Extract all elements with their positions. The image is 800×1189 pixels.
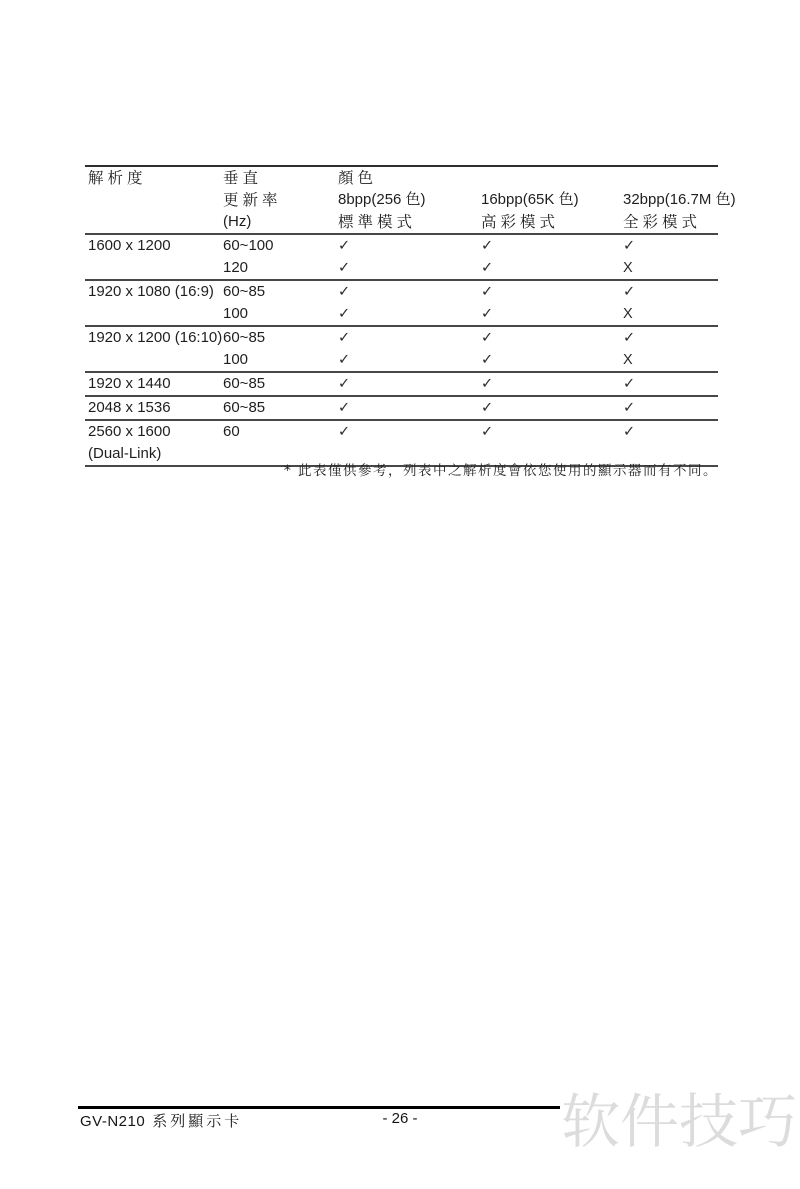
- header-32bpp-mode: 全彩模式: [623, 213, 702, 231]
- header-refresh-cell: [220, 166, 335, 234]
- watermark-text: 软件技巧: [561, 1089, 798, 1155]
- table-row: [85, 280, 718, 303]
- cell-mark-8bpp: ✓: [338, 260, 351, 276]
- cell-resolution: 2560 x 1600: [88, 423, 171, 440]
- cell-refresh: 120: [223, 259, 249, 276]
- cell-resolution: 2048 x 1536: [88, 399, 171, 416]
- header-8bpp-depth: 8bpp(256 色): [338, 191, 426, 208]
- cell-mark-8bpp: ✓: [338, 330, 351, 346]
- resolution-table-body: [85, 234, 718, 466]
- cell-refresh: 60~85: [223, 375, 266, 392]
- cell-refresh: 60~85: [223, 283, 266, 300]
- header-16bpp-depth: 16bpp(65K 色): [481, 191, 579, 208]
- cell-mark-8bpp: ✓: [338, 284, 351, 300]
- footer-page-number: - 26 -: [382, 1110, 418, 1127]
- footer-product-code: GV-N210: [80, 1113, 146, 1130]
- table-row: [85, 303, 718, 326]
- cell-mark-16bpp: ✓: [481, 376, 494, 392]
- cell-mark-16bpp: ✓: [481, 424, 494, 440]
- table-row: [85, 396, 718, 420]
- cell-refresh: 60~100: [223, 237, 274, 254]
- cell-mark-32bpp: ✓: [623, 376, 636, 392]
- cell-resolution: 1920 x 1440: [88, 375, 171, 392]
- header-16bpp-cell: [478, 166, 620, 234]
- cell-mark-32bpp: ✓: [623, 400, 636, 416]
- cell-mark-16bpp: ✓: [481, 260, 494, 276]
- cell-mark-16bpp: ✓: [481, 238, 494, 254]
- cell-mark-32bpp: X: [623, 260, 633, 276]
- cell-mark-32bpp: ✓: [623, 284, 636, 300]
- cell-mark-32bpp: ✓: [623, 330, 636, 346]
- table-header: [85, 166, 736, 234]
- header-32bpp-depth: 32bpp(16.7M 色): [623, 191, 736, 208]
- header-refresh-line2: 更新率: [223, 191, 282, 209]
- cell-mark-8bpp: ✓: [338, 352, 351, 368]
- cell-mark-16bpp: ✓: [481, 352, 494, 368]
- header-8bpp-cell: [335, 166, 478, 234]
- table-row: [85, 349, 718, 372]
- cell-refresh: 60: [223, 423, 240, 440]
- cell-mark-8bpp: ✓: [338, 424, 351, 440]
- cell-mark-32bpp: X: [623, 352, 633, 368]
- cell-refresh: 60~85: [223, 399, 266, 416]
- header-refresh-unit: (Hz): [223, 213, 252, 230]
- header-color-title: 顏色: [338, 169, 378, 187]
- cell-resolution: 1920 x 1080 (16:9): [88, 283, 214, 300]
- cell-resolution: [85, 303, 220, 326]
- footer-product-name: 系列顯示卡: [152, 1112, 243, 1130]
- cell-mark-32bpp: ✓: [623, 424, 636, 440]
- cell-refresh: 100: [223, 351, 249, 368]
- cell-mark-16bpp: ✓: [481, 306, 494, 322]
- cell-resolution: 1920 x 1200 (16:10): [88, 329, 223, 346]
- cell-resolution: [85, 257, 220, 280]
- header-spacer: [481, 167, 620, 189]
- header-resolution-label: 解析度: [88, 169, 147, 187]
- cell-refresh: 100: [223, 305, 249, 322]
- cell-mark-16bpp: ✓: [481, 330, 494, 346]
- header-row: [85, 166, 718, 234]
- table-row: [85, 372, 718, 396]
- cell-refresh: 60~85: [223, 329, 266, 346]
- table-row: [85, 420, 718, 443]
- cell-mark-32bpp: X: [623, 306, 633, 322]
- cell-resolution: (Dual-Link): [88, 445, 162, 462]
- header-16bpp-mode: 高彩模式: [481, 213, 560, 231]
- cell-mark-16bpp: ✓: [481, 400, 494, 416]
- table-row: [85, 257, 718, 280]
- resolution-table: [85, 165, 736, 467]
- cell-mark-8bpp: ✓: [338, 400, 351, 416]
- footer-product: [80, 1110, 242, 1131]
- cell-mark-32bpp: ✓: [623, 238, 636, 254]
- cell-resolution: [85, 349, 220, 372]
- cell-mark-8bpp: ✓: [338, 306, 351, 322]
- header-refresh-line1: 垂直: [223, 169, 263, 187]
- cell-mark-8bpp: ✓: [338, 238, 351, 254]
- cell-mark-16bpp: ✓: [481, 284, 494, 300]
- table-footnote: * 此表僅供參考，列表中之解析度會依您使用的顯示器而有不同。: [283, 463, 718, 479]
- header-spacer: [623, 167, 718, 189]
- header-32bpp-cell: [620, 166, 736, 234]
- cell-mark-8bpp: ✓: [338, 376, 351, 392]
- table-row: [85, 234, 718, 257]
- table-row: [85, 326, 718, 349]
- header-resolution-cell: [85, 166, 220, 234]
- header-8bpp-mode: 標準模式: [338, 213, 417, 231]
- cell-resolution: 1600 x 1200: [88, 237, 171, 254]
- footer-rule: [78, 1106, 560, 1109]
